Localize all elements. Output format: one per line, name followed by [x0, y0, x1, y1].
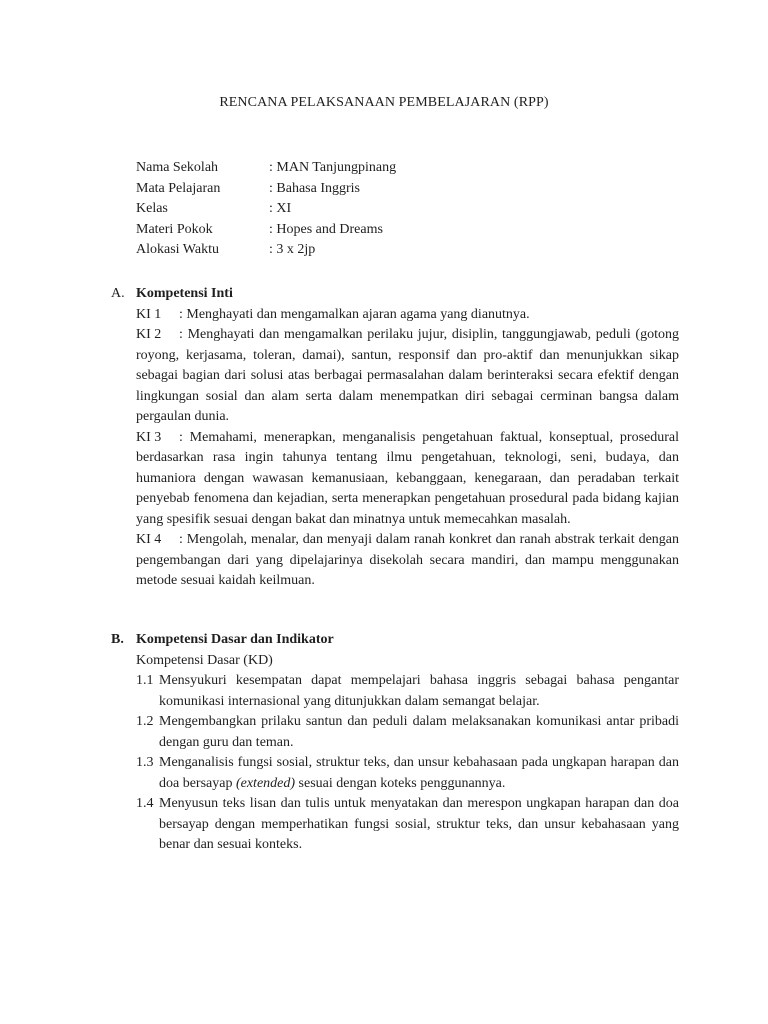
section-body: [136, 651, 679, 856]
section-core-competence: [111, 284, 679, 592]
kd-number: 1.4: [136, 796, 154, 811]
kd-item: [136, 671, 679, 712]
section-basic-competence: [111, 630, 679, 856]
kd-item: [136, 753, 679, 794]
section-title: Kompetensi Inti: [136, 286, 233, 301]
ki-text: : Mengolah, menalar, dan menyaji dalam ranah konkret dan ranah abstrak terkait dengan pengembangan dari yang dipelajarinya disekolah secara mandiri, dan mampu menggunakan metode sesuai kaidah keilmuan.: [136, 532, 679, 588]
info-value: : Hopes and Dreams: [269, 221, 383, 237]
kd-text-part: Menganalisis fungsi sosial, struktur teks, dan unsur kebahasaan pada ungkapan harapan dan doa bersayap: [159, 755, 679, 791]
ki-item: [136, 325, 679, 428]
kd-text: Mengembangkan prilaku santun dan peduli dalam melaksanakan komunikasi antar pribadi dengan guru dan teman.: [159, 714, 679, 750]
info-row-school: [136, 158, 396, 179]
info-row-topic: [136, 220, 396, 241]
section-heading: [111, 284, 679, 305]
info-label: Alokasi Waktu: [136, 242, 219, 257]
section-letter: B.: [111, 632, 124, 647]
info-label: Nama Sekolah: [136, 160, 219, 175]
ki-code: KI 2: [136, 327, 162, 342]
kd-text-part: sesuai dengan koteks penggunannya.: [295, 775, 506, 791]
section-heading: [111, 630, 679, 651]
kd-item: [136, 794, 679, 856]
kd-number: 1.3: [136, 755, 154, 770]
info-row-class: [136, 199, 396, 220]
info-row-subject: [136, 179, 396, 200]
kd-number: 1.2: [136, 714, 154, 729]
ki-code: KI 1: [136, 306, 162, 322]
info-value: : MAN Tanjungpinang: [269, 160, 397, 175]
ki-code: KI 3: [136, 429, 162, 445]
info-value: : XI: [269, 201, 292, 216]
info-label: Mata Pelajaran: [136, 180, 221, 196]
ki-text: : Menghayati dan mengamalkan ajaran agama yang dianutnya.: [179, 306, 530, 322]
kd-text-italic: (extended): [235, 775, 296, 791]
identity-table: [136, 158, 396, 261]
ki-text: : Menghayati dan mengamalkan perilaku jujur, disiplin, tanggungjawab, peduli (gotong royong, kerjasama, toleran, damai), santun, responsif dan pro-aktif dan menunjukkan sikap sebagai bagian dari solusi atas berbagai permasalahan dalam berinteraksi secara efektif dengan lingkungan sosial dan alam serta dalam menempatkan diri sebagai cerminan bangsa dalam pergaulan dunia.: [136, 327, 679, 424]
ki-item: [136, 305, 679, 326]
info-value: : Bahasa Inggris: [269, 180, 360, 196]
kd-subheading: Kompetensi Dasar (KD): [136, 652, 273, 668]
document-title: RENCANA PELAKSANAAN PEMBELAJARAN (RPP): [219, 95, 549, 110]
kd-text: Menyusun teks lisan dan tulis untuk menyatakan dan merespon ungkapan harapan dan doa bersayap dengan memperhatikan fungsi sosial, struktur teks, dan unsur kebahasaan yang benar dan sesuai konteks.: [159, 796, 679, 852]
ki-code: KI 4: [136, 532, 162, 547]
info-value: : 3 x 2jp: [269, 242, 316, 257]
section-body: [136, 305, 679, 592]
ki-item: [136, 428, 679, 531]
kd-text: Mensyukuri kesempatan dapat mempelajari bahasa inggris sebagai bahasa pengantar komunikasi internasional yang ditunjukkan dalam semangat belajar.: [159, 673, 679, 709]
kd-item: [136, 712, 679, 753]
ki-item: [136, 530, 679, 592]
section-letter: A.: [111, 286, 125, 301]
info-row-time: [136, 240, 396, 261]
info-label: Kelas: [136, 201, 168, 216]
kd-text: [159, 753, 679, 794]
info-label: Materi Pokok: [136, 221, 213, 237]
section-title: Kompetensi Dasar dan Indikator: [136, 632, 334, 647]
kd-number: 1.1: [136, 673, 154, 688]
ki-text: : Memahami, menerapkan, menganalisis pengetahuan faktual, konseptual, prosedural berdasarkan rasa ingin tahunya tentang ilmu pengetahuan, teknologi, seni, budaya, dan humaniora dengan wawasan kemanusiaan, kebanggaan, kenegaraan, dan peradaban terkait penyebab fenomena dan kejadian, serta menerapkan pengetahuan prosedural pada bidang kajian yang spesifik sesuai dengan bakat dan minatnya untuk memecahkan masalah.: [136, 429, 679, 527]
